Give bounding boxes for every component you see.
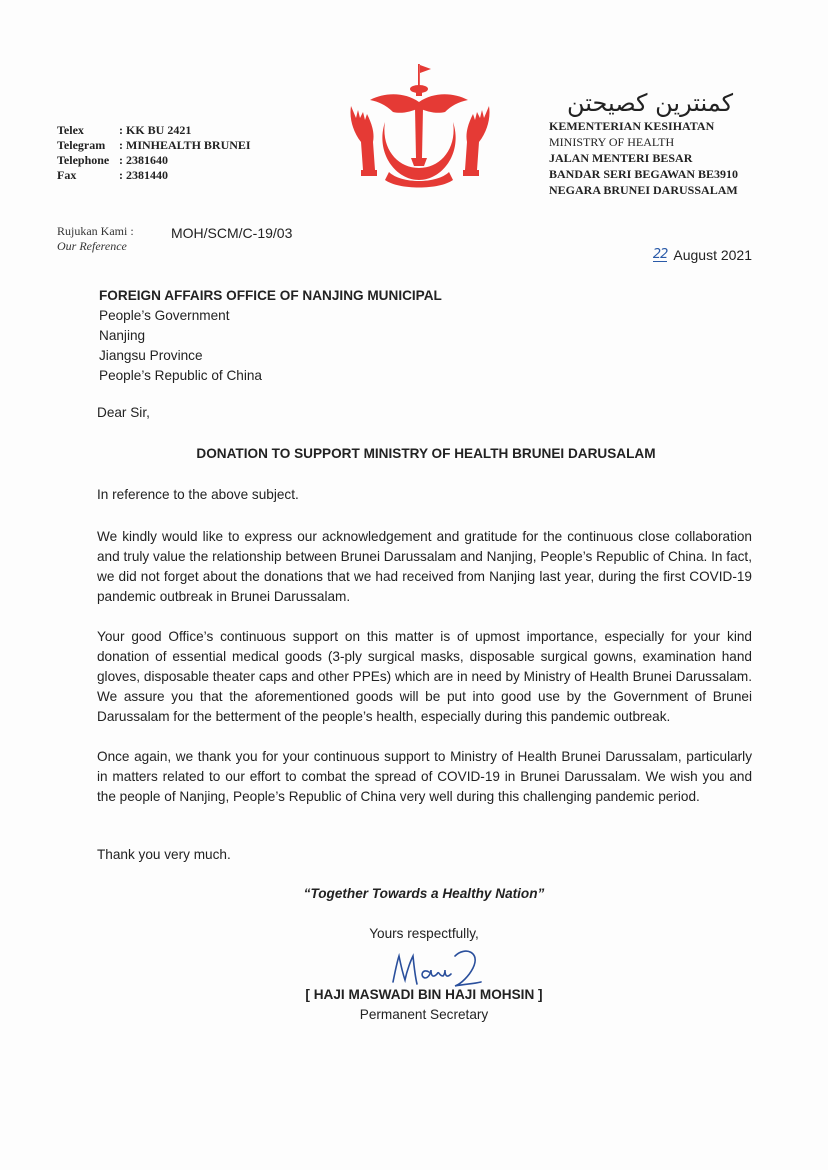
body-paragraph: In reference to the above subject. xyxy=(97,487,299,502)
contact-row-telegram xyxy=(57,138,251,153)
body-paragraph: Your good Office’s continuous support on this matter is of upmost importance, especially for your kind donation of essential medical goods (3-ply surgical masks, disposable surgical gowns, examination hand gloves, disposable theater caps and other PPEs) which are in need by Ministry of Health Brunei Darussalam. We assure you that the aforementioned goods will be put into good use by the Government of Brunei Darussalam for the betterment of the people’s health, especially during this pandemic outbreak. xyxy=(97,629,752,724)
contact-label: Telephone xyxy=(57,153,110,167)
date-month-year: August 2021 xyxy=(673,247,752,263)
contact-value: : 2381440 xyxy=(119,168,168,182)
body-paragraph: Once again, we thank you for your continuous support to Ministry of Health Brunei Darussalam, particularly in matters related to our effort to combat the spread of COVID-19 in Brunei Darussalam. We wish you and the people of Nanjing, People’s Republic of China very well during this challenging pandemic period. xyxy=(97,749,752,804)
ministry-line-english: MINISTRY OF HEALTH xyxy=(549,135,675,149)
contact-label: Telex xyxy=(57,123,84,137)
contact-value: : KK BU 2421 xyxy=(119,123,192,137)
salutation: Dear Sir, xyxy=(97,405,150,420)
signatory-title: Permanent Secretary xyxy=(359,1007,489,1022)
ministry-line-country: NEGARA BRUNEI DARUSSALAM xyxy=(549,183,738,197)
motto: “Together Towards a Healthy Nation” xyxy=(303,886,545,901)
date-day-handwritten: 22 xyxy=(652,246,668,262)
recipient-address xyxy=(99,286,442,386)
contact-row-telephone xyxy=(57,153,251,168)
reference-label xyxy=(57,224,134,254)
ministry-line-city: BANDAR SERI BEGAWAN BE3910 xyxy=(549,167,739,181)
body-paragraph: Thank you very much. xyxy=(97,847,231,862)
signatory-name: [ HAJI MASWADI BIN HAJI MOHSIN ] xyxy=(305,987,543,1002)
body-paragraph: We kindly would like to express our acknowledgement and gratitude for the continuous close collaboration and truly value the relationship between Brunei Darussalam and Nanjing, People’s Republic of China. In fact, we did not forget about the donations that we had received from Nanjing last year, during the first COVID-19 pandemic outbreak in Brunei Darussalam. xyxy=(97,529,752,604)
recipient-line: People’s Government xyxy=(99,308,230,323)
ministry-address-block xyxy=(549,88,738,198)
jawi-ministry-title: كمنترين كصيحتن xyxy=(567,89,734,117)
ministry-line-street: JALAN MENTERI BESAR xyxy=(549,151,693,165)
subject-heading: DONATION TO SUPPORT MINISTRY OF HEALTH BRUNEI DARUSALAM xyxy=(196,446,656,461)
recipient-line: Nanjing xyxy=(99,328,146,343)
ministry-line-malay: KEMENTERIAN KESIHATAN xyxy=(549,119,715,133)
contact-label: Telegram xyxy=(57,138,106,152)
contact-row-fax xyxy=(57,168,251,183)
letter-date xyxy=(653,247,752,263)
recipient-line: People’s Republic of China xyxy=(99,368,262,383)
reference-label-malay: Rujukan Kami : xyxy=(57,224,134,238)
contact-row-telex xyxy=(57,123,251,138)
contact-block xyxy=(57,123,251,183)
brunei-crest-icon xyxy=(345,62,495,190)
reference-label-english: Our Reference xyxy=(57,239,127,253)
contact-value: : MINHEALTH BRUNEI xyxy=(119,138,251,152)
contact-value: : 2381640 xyxy=(119,153,168,167)
recipient-line: FOREIGN AFFAIRS OFFICE OF NANJING MUNICIPAL xyxy=(99,288,442,303)
recipient-line: Jiangsu Province xyxy=(99,348,203,363)
reference-value: MOH/SCM/C-19/03 xyxy=(171,225,293,241)
contact-label: Fax xyxy=(57,168,77,182)
closing: Yours respectfully, xyxy=(369,926,479,941)
